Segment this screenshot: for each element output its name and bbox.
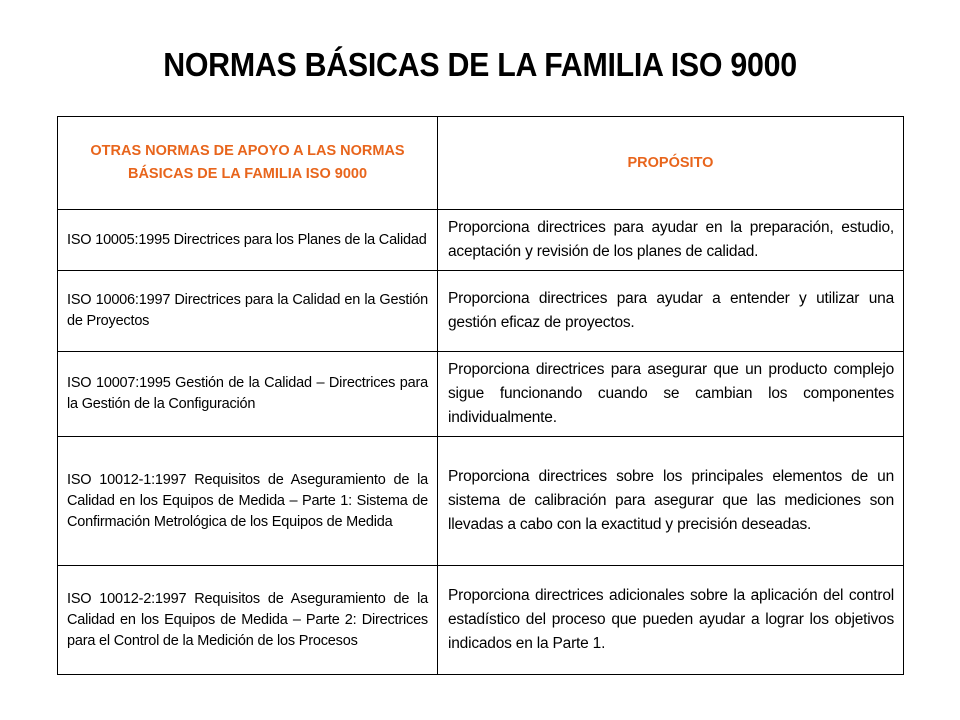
purpose-cell: Proporciona directrices adicionales sobre la aplicación del control estadístico del proceso que pueden ayudar a lograr los objetivos indicados en la Parte 1. [438, 566, 904, 675]
standard-cell: ISO 10006:1997 Directrices para la Calidad en la Gestión de Proyectos [58, 271, 438, 352]
table-row [58, 566, 904, 675]
purpose-cell: Proporciona directrices para asegurar que un producto complejo sigue funcionando cuando se cambian los componentes individualmente. [438, 352, 904, 437]
standard-cell: ISO 10012-2:1997 Requisitos de Aseguramiento de la Calidad en los Equipos de Medida – Parte 2: Directrices para el Control de la Medición de los Procesos [58, 566, 438, 675]
standards-table [57, 116, 904, 675]
column-header-standards: OTRAS NORMAS DE APOYO A LAS NORMAS BÁSICAS DE LA FAMILIA ISO 9000 [58, 117, 438, 210]
table-row [58, 271, 904, 352]
standard-cell: ISO 10005:1995 Directrices para los Planes de la Calidad [58, 210, 438, 271]
purpose-cell: Proporciona directrices para ayudar a entender y utilizar una gestión eficaz de proyectos. [438, 271, 904, 352]
page-title: NORMAS BÁSICAS DE LA FAMILIA ISO 9000 [163, 46, 797, 83]
purpose-cell: Proporciona directrices para ayudar en la preparación, estudio, aceptación y revisión de los planes de calidad. [438, 210, 904, 271]
table-row [58, 352, 904, 437]
column-header-purpose: PROPÓSITO [438, 117, 904, 210]
standard-cell: ISO 10012-1:1997 Requisitos de Aseguramiento de la Calidad en los Equipos de Medida – Parte 1: Sistema de Confirmación Metrológica de los Equipos de Medida [58, 437, 438, 566]
table-header-row [58, 117, 904, 210]
table-row [58, 210, 904, 271]
standard-cell: ISO 10007:1995 Gestión de la Calidad – Directrices para la Gestión de la Configuración [58, 352, 438, 437]
table-row [58, 437, 904, 566]
purpose-cell: Proporciona directrices sobre los principales elementos de un sistema de calibración para asegurar que las mediciones son llevadas a cabo con la exactitud y precisión deseadas. [438, 437, 904, 566]
